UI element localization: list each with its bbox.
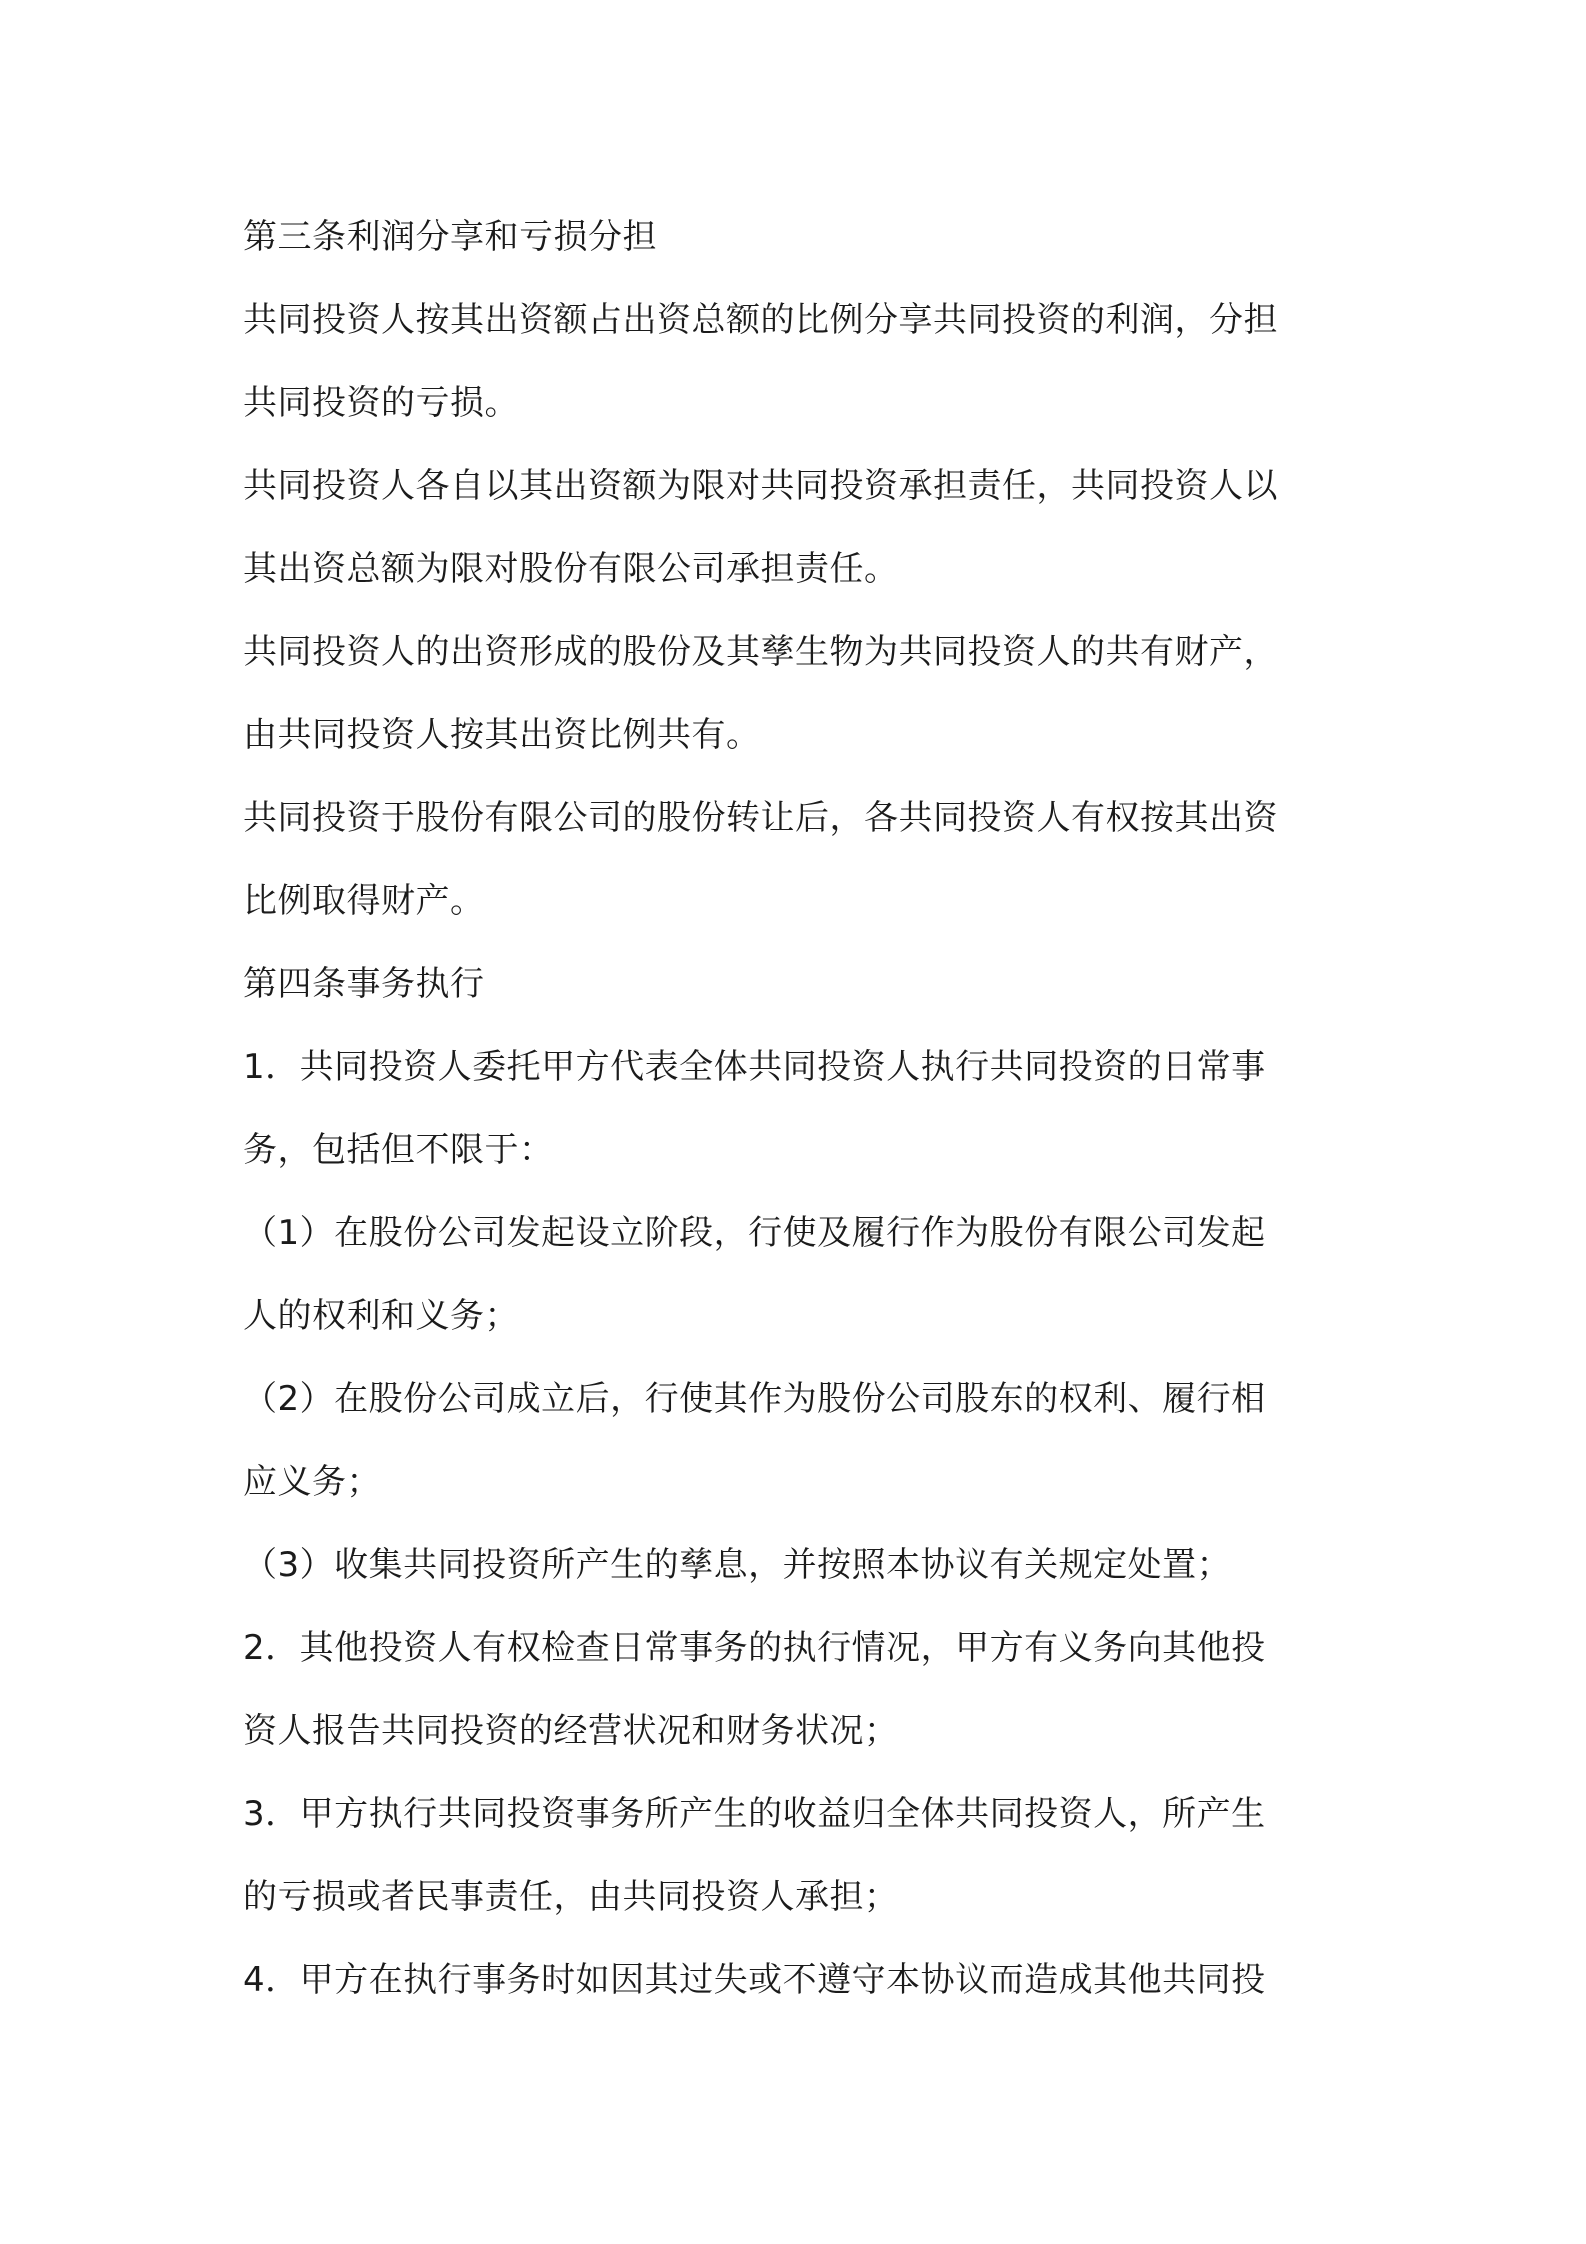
section-heading-article-3: 第三条利润分享和亏损分担 xyxy=(243,217,657,257)
paragraph-line: 共同投资于股份有限公司的股份转让后，各共同投资人有权按其出资 xyxy=(243,798,1278,838)
paragraph-line: 共同投资人按其出资额占出资总额的比例分享共同投资的利润，分担 xyxy=(243,300,1278,340)
paragraph-line: 共同投资的亏损。 xyxy=(243,383,519,423)
list-item-line: 的亏损或者民事责任，由共同投资人承担； xyxy=(243,1877,899,1917)
sub-list-item-line: （1）在股份公司发起设立阶段，行使及履行作为股份有限公司发起 xyxy=(243,1213,1266,1253)
list-item-line: 3．甲方执行共同投资事务所产生的收益归全体共同投资人，所产生 xyxy=(243,1794,1266,1834)
document-body xyxy=(243,196,1363,2022)
sub-list-item-line: 人的权利和义务； xyxy=(243,1296,519,1336)
sub-list-item-line: （2）在股份公司成立后，行使其作为股份公司股东的权利、履行相 xyxy=(243,1379,1266,1419)
paragraph-line: 比例取得财产。 xyxy=(243,881,485,921)
paragraph-line: 由共同投资人按其出资比例共有。 xyxy=(243,715,761,755)
sub-list-item-line: （3）收集共同投资所产生的孳息，并按照本协议有关规定处置； xyxy=(243,1545,1232,1585)
list-item-line: 4．甲方在执行事务时如因其过失或不遵守本协议而造成其他共同投 xyxy=(243,1960,1266,2000)
paragraph-line: 共同投资人的出资形成的股份及其孳生物为共同投资人的共有财产， xyxy=(243,632,1278,672)
list-item-line: 务，包括但不限于： xyxy=(243,1130,554,1170)
list-item-line: 资人报告共同投资的经营状况和财务状况； xyxy=(243,1711,899,1751)
paragraph-line: 其出资总额为限对股份有限公司承担责任。 xyxy=(243,549,899,589)
list-item-line: 2．其他投资人有权检查日常事务的执行情况，甲方有义务向其他投 xyxy=(243,1628,1266,1668)
section-heading-article-4: 第四条事务执行 xyxy=(243,964,485,1004)
sub-list-item-line: 应义务； xyxy=(243,1462,381,1502)
paragraph-line: 共同投资人各自以其出资额为限对共同投资承担责任，共同投资人以 xyxy=(243,466,1278,506)
list-item-line: 1．共同投资人委托甲方代表全体共同投资人执行共同投资的日常事 xyxy=(243,1047,1266,1087)
